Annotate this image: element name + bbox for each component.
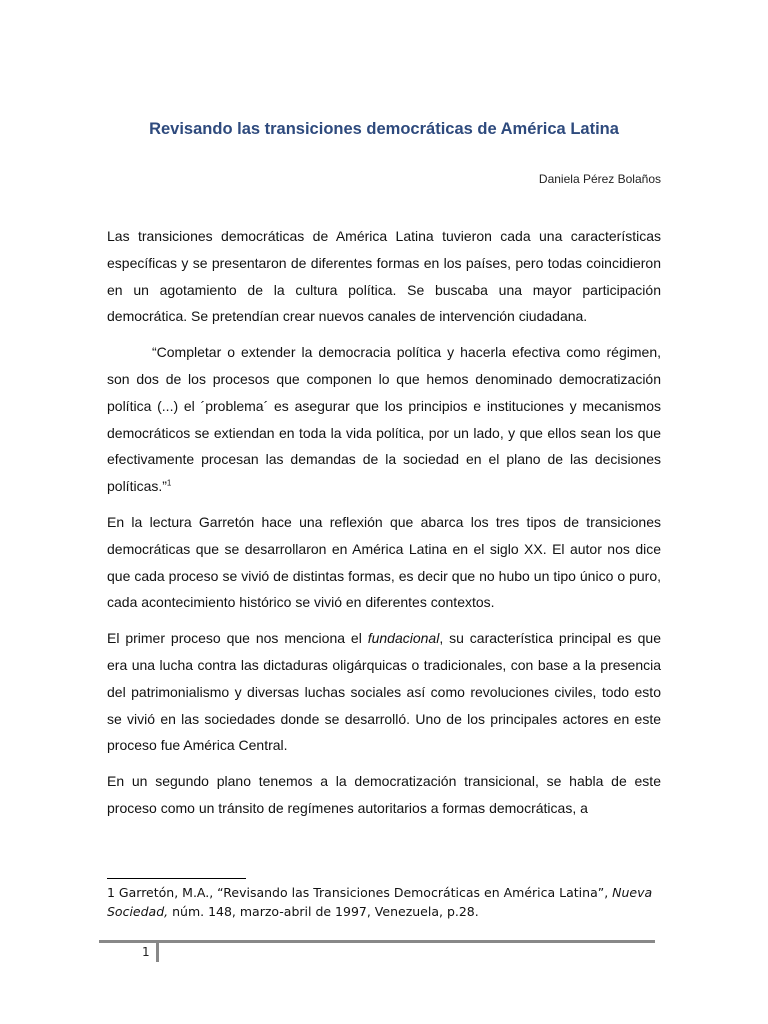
p4-pre: El primer proceso que nos menciona el bbox=[107, 630, 368, 647]
author-name: Daniela Pérez Bolaños bbox=[538, 172, 661, 186]
quote-text: “Completar o extender la democracia política y hacerla efectiva como régimen, son dos de los procesos que componen lo que hemos denominado democratización política (...) el ´problema´ es asegurar que los principios e instituciones y mecanismos democráticos se extiendan en toda la vida política, por un lado, y que ellos sean los que efectivamente procesan las demandas de la sociedad en el plano de las decisiones políticas.” bbox=[107, 344, 661, 495]
p4-post: , su característica principal es que era una lucha contra las dictaduras oligárquicas o tradicionales, con base a la presencia del patrimonialismo y diversas luchas sociales así como revoluciones civiles, todo esto se vivió en las sociedades donde se desarrolló. Uno de los principales actores en este proceso fue América Central. bbox=[107, 630, 661, 754]
p4-emphasis: fundacional bbox=[367, 630, 440, 647]
footer-rule bbox=[99, 940, 655, 943]
footnote-post: núm. 148, marzo-abril de 1997, Venezuela, p.28. bbox=[168, 904, 479, 919]
document-body bbox=[107, 223, 661, 831]
paragraph-quote bbox=[107, 339, 661, 500]
paragraph-transicional: En un segundo plano tenemos a la democratización transicional, se habla de este proceso como un tránsito de regímenes autoritarios a formas democráticas, a bbox=[107, 773, 661, 816]
page-number-bar bbox=[156, 943, 159, 962]
footnote-separator bbox=[107, 878, 246, 879]
document-title: Revisando las transiciones democráticas de América Latina bbox=[149, 120, 619, 138]
footnote bbox=[107, 883, 667, 921]
footnote-emphasis: Nueva Sociedad, bbox=[107, 885, 653, 919]
paragraph-intro: Las transiciones democráticas de América Latina tuvieron cada una características específicas y se presentaron de diferentes formas en los países, pero todas coincidieron en un agotamiento de la cultura política. Se buscaba una mayor participación democrática. Se pretendían crear nuevos canales de intervención ciudadana. bbox=[107, 228, 661, 325]
paragraph-fundacional bbox=[107, 625, 661, 759]
paragraph-garreton: En la lectura Garretón hace una reflexión que abarca los tres tipos de transiciones democráticas que se desarrollaron en América Latina en el siglo XX. El autor nos dice que cada proceso se vivió de distintas formas, es decir que no hubo un tipo único o puro, cada acontecimiento histórico se vivió en diferentes contextos. bbox=[107, 513, 661, 611]
page-number: 1 bbox=[142, 945, 150, 959]
footnote-ref[interactable]: 1 bbox=[166, 478, 172, 488]
footnote-pre: 1 Garretón, M.A., “Revisando las Transiciones Democráticas en América Latina”, bbox=[107, 885, 613, 900]
